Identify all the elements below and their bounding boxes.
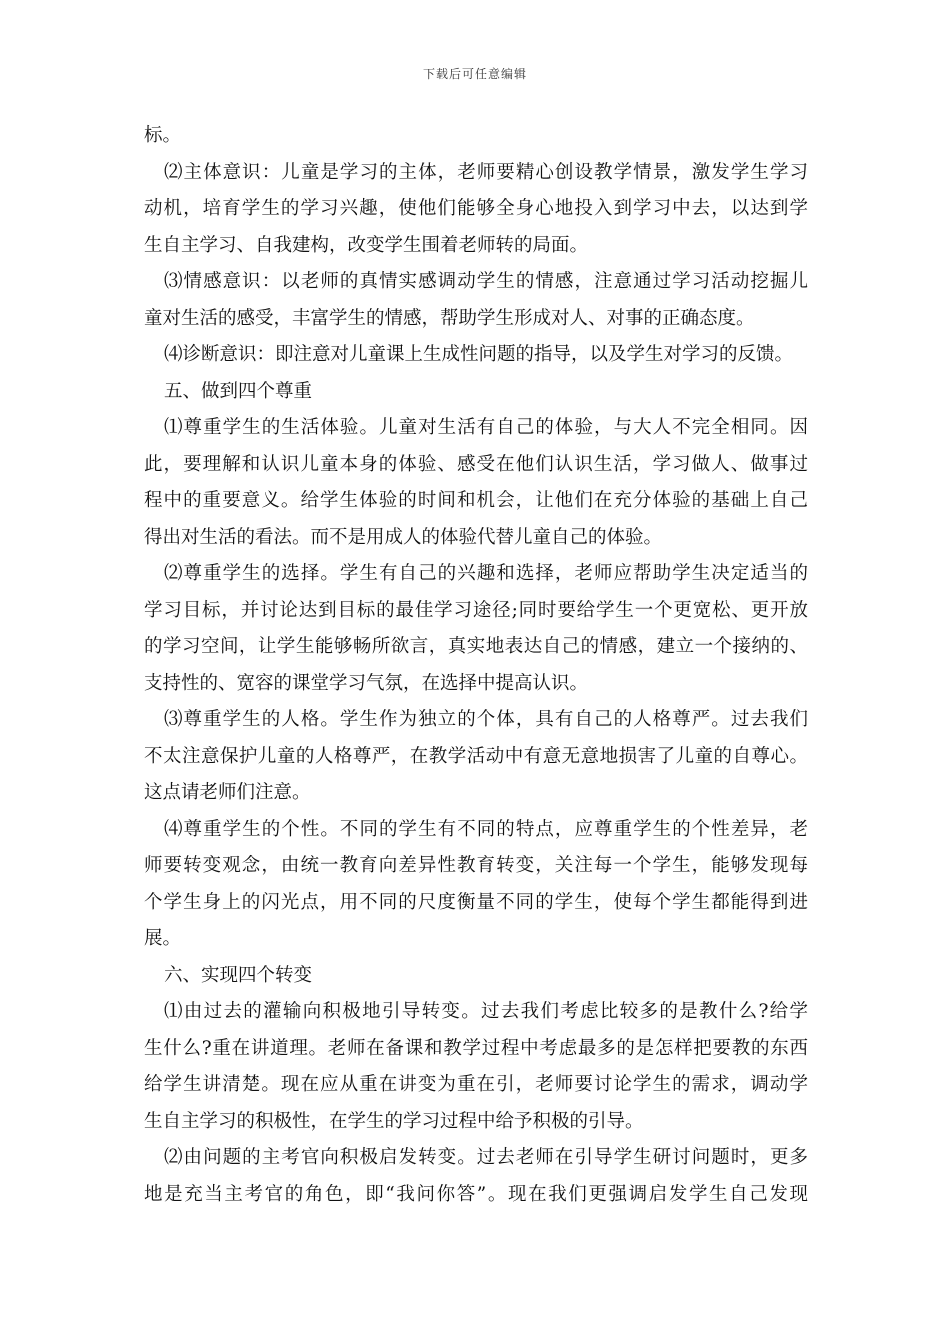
text-line: ⑴由过去的灌输向积极地引导转变。过去我们考虑比较多的是教什么?给学	[164, 1001, 808, 1022]
text-line: 生自主学习的积极性，在学生的学习过程中给予积极的引导。	[144, 1110, 644, 1132]
text-line: 给学生讲清楚。现在应从重在讲变为重在引，老师要讨论学生的需求，调动学	[144, 1074, 808, 1095]
text-line: 得出对生活的看法。而不是用成人的体验代替儿童自己的体验。	[144, 526, 663, 548]
text-line: 展。	[144, 928, 182, 949]
text-line: 动机，培育学生的学习兴趣，使他们能够全身心地投入到学习中去，以达到学	[144, 198, 808, 219]
text-line: ⑵由问题的主考官向积极启发转变。过去老师在引导学生研讨问题时，更多	[164, 1147, 808, 1168]
text-line: 不太注意保护儿童的人格尊严，在教学活动中有意无意地损害了儿童的自尊心。	[144, 745, 808, 767]
text-line: 标。	[144, 125, 182, 146]
text-line: ⑵尊重学生的选择。学生有自己的兴趣和选择，老师应帮助学生决定适当的	[164, 563, 808, 584]
text-line: 六、实现四个转变	[164, 964, 313, 986]
text-line: 学习目标，并讨论达到目标的最佳学习途径;同时要给学生一个更宽松、更开放	[144, 599, 808, 621]
text-line: 五、做到四个尊重	[164, 380, 313, 402]
text-line: 生什么?重在讲道理。老师在备课和教学过程中考虑最多的是怎样把要教的东西	[144, 1037, 808, 1059]
text-line: 此，要理解和认识儿童本身的体验、感受在他们认识生活，学习做人、做事过	[144, 453, 808, 475]
text-line: 地是充当主考官的角色，即“我问你答”。现在我们更强调启发学生自己发现	[144, 1183, 808, 1205]
text-line: 程中的重要意义。给学生体验的时间和机会，让他们在充分体验的基础上自己	[144, 490, 808, 511]
text-line: 这点请老师们注意。	[144, 782, 311, 803]
text-line: 师要转变观念，由统一教育向差异性教育转变，关注每一个学生，能够发现每	[144, 855, 808, 876]
text-line: ⑴尊重学生的生活体验。儿童对生活有自己的体验，与大人不完全相同。因	[164, 417, 808, 438]
text-line: ⑶情感意识：以老师的真情实感调动学生的情感，注意通过学习活动挖掘儿	[164, 271, 808, 292]
text-line: ⑷尊重学生的个性。不同的学生有不同的特点，应尊重学生的个性差异，老	[164, 818, 808, 840]
text-line: ⑷诊断意识：即注意对儿童课上生成性问题的指导，以及学生对学习的反馈。	[164, 344, 794, 365]
page-header: 下载后可任意编辑	[422, 67, 527, 81]
text-line: 的学习空间，让学生能够畅所欲言，真实地表达自己的情感，建立一个接纳的、	[144, 636, 808, 657]
text-line: 童对生活的感受，丰富学生的情感，帮助学生形成对人、对事的正确态度。	[144, 307, 755, 329]
text-line: 支持性的、宽容的课堂学习气氛，在选择中提高认识。	[144, 672, 589, 694]
text-line: 生自主学习、自我建构，改变学生围着老师转的局面。	[144, 234, 589, 256]
text-line: ⑵主体意识：儿童是学习的主体，老师要精心创设教学情景，激发学生学习	[164, 161, 808, 183]
text-line: 个学生身上的闪光点，用不同的尺度衡量不同的学生，使每个学生都能得到进	[144, 891, 808, 913]
document-body	[144, 118, 808, 1213]
text-line: ⑶尊重学生的人格。学生作为独立的个体，具有自己的人格尊严。过去我们	[164, 709, 808, 730]
